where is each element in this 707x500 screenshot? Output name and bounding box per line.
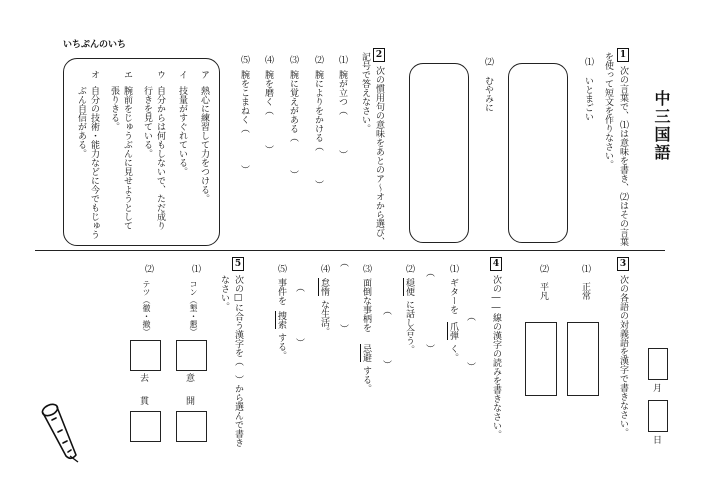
q2-item-text: 腕を磨く（ xyxy=(263,70,273,115)
q4-item-pre: ギターを xyxy=(448,278,458,314)
q2-choice-label: ア xyxy=(199,70,209,79)
q2-choice-text: 自分からは何もしないで、ただ成り xyxy=(155,86,165,230)
q1-instruction-line2: を使って短文を作りなさい。 xyxy=(603,52,613,169)
q2-choice-label: エ xyxy=(122,70,132,79)
q4-item-number: ⑵ xyxy=(404,264,414,273)
q4-item-number: ⑴ xyxy=(448,264,458,273)
q4-item-number: ⑷ xyxy=(319,264,329,273)
date-day-label: 日 xyxy=(653,436,663,446)
q3-item2-number: ⑵ xyxy=(538,264,548,273)
q4-item-post: する。 xyxy=(276,333,286,360)
q4-instruction: 次の――線の漢字の読みを書きなさい。 xyxy=(491,275,501,439)
q1-number: 1 xyxy=(618,50,628,60)
q4-item-underlined-word: 爪弾 xyxy=(448,322,458,340)
q5-item1-number: ⑴ xyxy=(190,264,200,273)
q2-choice-text: ぶん自信がある。 xyxy=(76,86,86,158)
q2-item-text: 腕によりをかける（ xyxy=(313,70,323,151)
q3-instruction: 次の各語の対義語を漢字で書きなさい。 xyxy=(618,275,628,437)
section-divider xyxy=(35,250,665,251)
q2-answer-close-paren[interactable]: ） xyxy=(337,150,347,159)
q2-choice-label: オ xyxy=(89,70,99,79)
q4-item-pre: 事件を xyxy=(276,278,286,305)
q4-item-underlined-word: 穏便 xyxy=(404,278,414,296)
q2-choice-text: 腕前をじゅうぶんに見せようとして xyxy=(122,86,132,230)
q4-item-post: な生活。 xyxy=(319,300,329,336)
q1-item1-text: いとまごい xyxy=(583,76,593,121)
q2-instruction-line2: 記号で答えなさい。 xyxy=(360,52,370,133)
q4-item-underlined-word: 怠惰 xyxy=(319,278,329,296)
q3-item2-text: 平凡 xyxy=(538,282,548,300)
q1-item1-answer-box[interactable] xyxy=(508,63,568,243)
q2-instruction-line1: 次の慣用句の意味をあとのア〜オから選び、 xyxy=(374,66,384,246)
q5-item2-number: ⑵ xyxy=(143,264,153,273)
q4-item-underlined-word: 忌避 xyxy=(361,344,371,362)
q4-answer-close-paren[interactable]: ） xyxy=(338,324,348,333)
q4-answer-open-paren[interactable]: （ xyxy=(338,258,348,267)
q5-item1-suffix-1: 意 xyxy=(186,374,196,384)
q1-item2-number: ⑵ xyxy=(483,57,493,66)
q1-item1-number: ⑴ xyxy=(583,57,593,66)
q2-choice-text: 張りきる。 xyxy=(109,86,119,131)
q5-item1-blank-box-1[interactable] xyxy=(176,340,207,371)
q2-item-number: ⑴ xyxy=(337,55,347,64)
q5-item2-label: テツ（徹・撤） xyxy=(142,280,151,336)
q2-answer-close-paren[interactable]: ） xyxy=(263,145,273,154)
q4-answer-close-paren[interactable]: ） xyxy=(424,344,434,353)
q1-instruction-line1: 次の言葉で、⑴は意味を書き、⑵はその言葉 xyxy=(618,66,628,246)
q2-item-number: ⑷ xyxy=(263,55,273,64)
q3-item1-answer-box[interactable] xyxy=(567,322,599,396)
q2-item-text: 腕をこまねく（ xyxy=(239,70,249,133)
q5-item2-suffix-1: 去 xyxy=(140,374,150,384)
q2-item-text: 腕に覚えがある（ xyxy=(288,70,298,142)
q4-number: 4 xyxy=(491,259,501,269)
q2-answer-close-paren[interactable]: ） xyxy=(313,180,323,189)
q2-answer-close-paren[interactable]: ） xyxy=(239,165,249,174)
q1-item2-answer-box[interactable] xyxy=(409,63,469,243)
q5-item1-blank-box-2[interactable] xyxy=(176,411,207,442)
q2-choice-label: イ xyxy=(177,70,187,79)
q4-item-post: する。 xyxy=(361,366,371,393)
q4-answer-close-paren[interactable]: ） xyxy=(294,338,304,347)
q5-number: 5 xyxy=(233,259,243,269)
q2-item-number: ⑵ xyxy=(313,55,323,64)
q4-answer-open-paren[interactable]: （ xyxy=(465,312,475,321)
q3-item1-text: 正常 xyxy=(580,282,590,300)
q4-item-pre: 面倒な事柄を xyxy=(361,278,371,332)
q2-number: 2 xyxy=(374,50,384,60)
q4-item-underlined-word: 捜索 xyxy=(276,311,286,329)
date-month-label: 月 xyxy=(653,384,663,394)
q2-choice-label: ウ xyxy=(155,70,165,79)
q2-choice-text: 行きを見ている。 xyxy=(142,86,152,158)
q4-item-number: ⑸ xyxy=(276,264,286,273)
date-month-box[interactable] xyxy=(648,348,668,380)
date-day-box[interactable] xyxy=(648,400,668,432)
q3-item2-answer-box[interactable] xyxy=(525,322,557,396)
q4-answer-open-paren[interactable]: （ xyxy=(381,306,391,315)
q5-item1-label: コン（墾・懇） xyxy=(189,280,198,336)
q4-answer-open-paren[interactable]: （ xyxy=(294,283,304,292)
q2-choice-text: 自分の技術・能力などに今でもじゅう xyxy=(89,86,99,239)
q3-item1-number: ⑴ xyxy=(580,264,590,273)
q5-item2-blank-box-2[interactable] xyxy=(130,411,161,442)
q4-item-post: に話し合う。 xyxy=(404,300,414,354)
brand-logo-text: いちぷんのいち xyxy=(63,40,127,50)
q2-choice-text: 熱心に練習して力をつける。 xyxy=(199,86,209,203)
q4-answer-close-paren[interactable]: ） xyxy=(465,362,475,371)
q5-item2-blank-box-1[interactable] xyxy=(130,340,161,371)
q5-item1-prefix-2: 開 xyxy=(186,397,196,407)
q5-instruction-line2: なさい。 xyxy=(219,275,229,311)
q5-item2-prefix-2: 貫 xyxy=(140,397,150,407)
q4-answer-close-paren[interactable]: ） xyxy=(381,360,391,369)
q2-item-text: 腕が立つ（ xyxy=(337,70,347,115)
rolled-cake-illustration-icon xyxy=(38,398,88,464)
q2-choice-text: 技量がすぐれている。 xyxy=(177,86,187,176)
q2-item-number: ⑶ xyxy=(288,55,298,64)
q2-answer-close-paren[interactable]: ） xyxy=(288,170,298,179)
q2-item-number: ⑸ xyxy=(239,55,249,64)
q3-number: 3 xyxy=(618,259,628,269)
q1-item2-text: むやみに xyxy=(483,76,493,112)
q5-instruction-line1: 次の□に合う漢字を（ ）から選んで書き xyxy=(233,275,243,447)
q4-item-post: く。 xyxy=(448,344,458,362)
page-title: 中三国語 xyxy=(652,90,671,162)
q4-answer-open-paren[interactable]: （ xyxy=(424,268,434,277)
q4-item-number: ⑶ xyxy=(361,264,371,273)
